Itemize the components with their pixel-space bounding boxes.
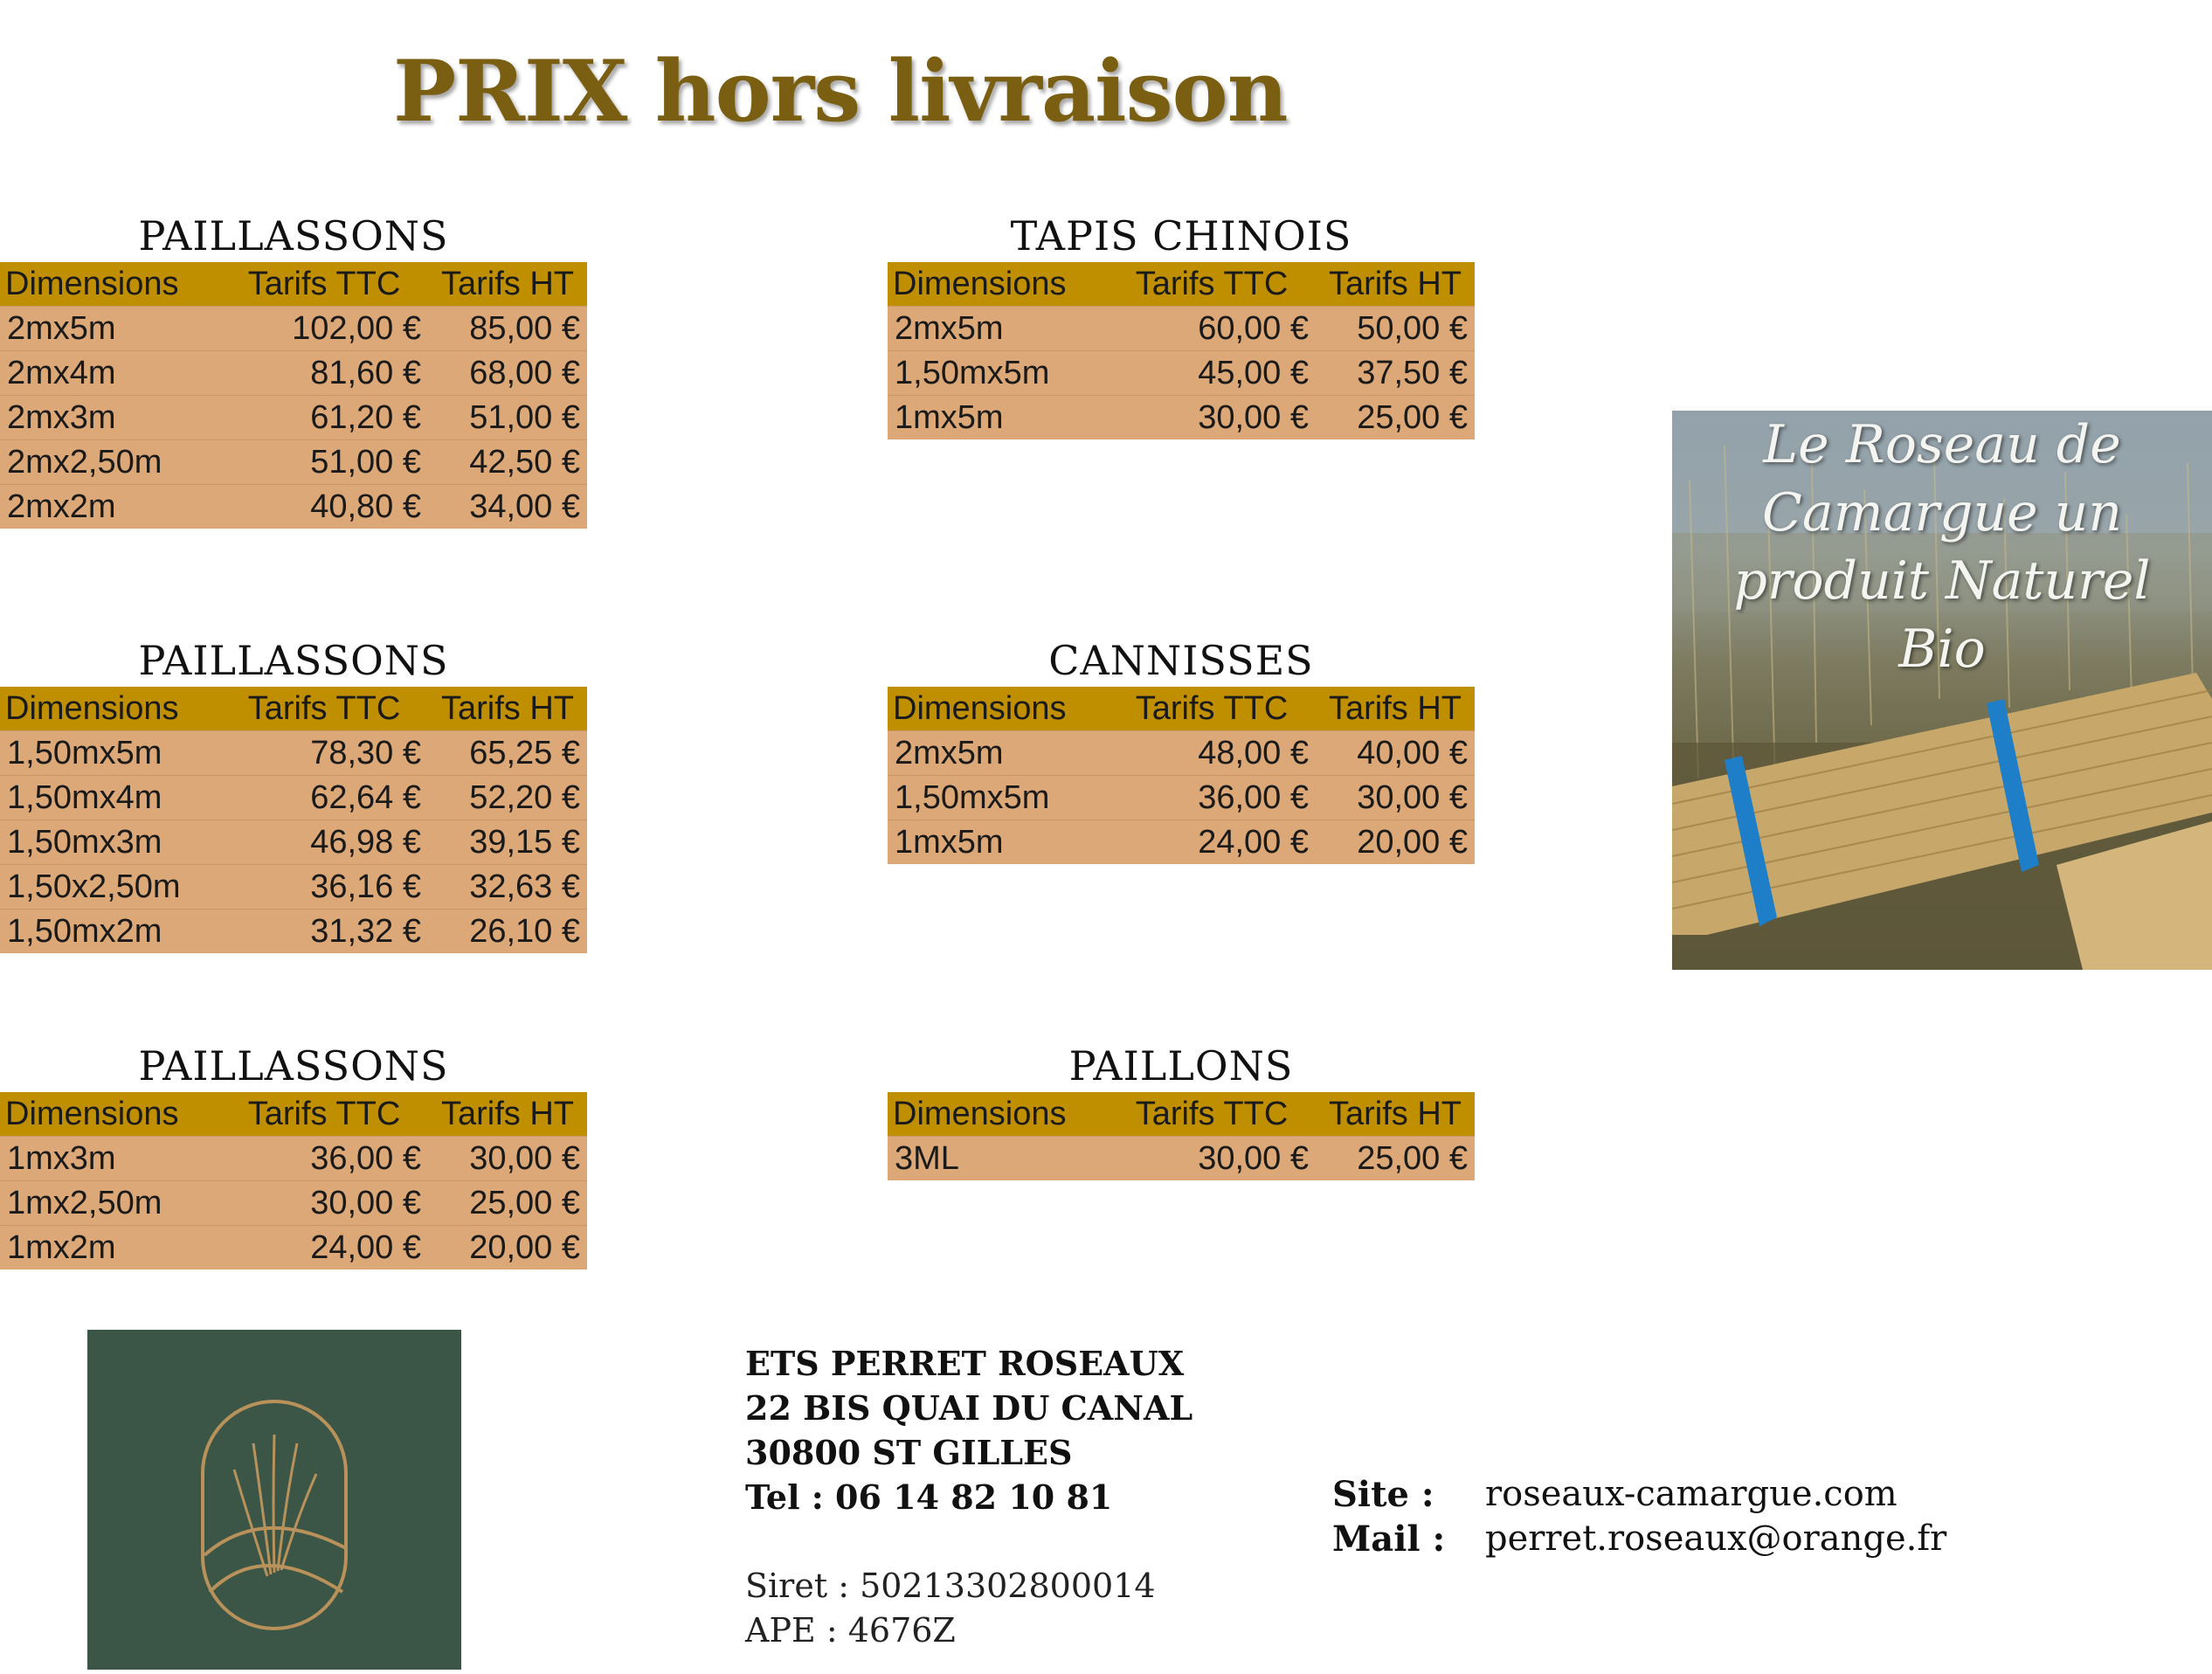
- price-ht-cell: 52,20 €: [428, 776, 587, 820]
- dimension-cell: 1mx2,50m: [0, 1181, 220, 1226]
- dimension-cell: 2mx5m: [888, 307, 1108, 351]
- table-header-row: [888, 687, 1475, 731]
- table-header-row: [0, 1092, 587, 1137]
- header-ttc: Tarifs TTC: [220, 262, 428, 307]
- table-row: [888, 307, 1475, 351]
- header-dimensions: Dimensions: [888, 687, 1108, 731]
- price-ht-cell: 20,00 €: [1316, 820, 1475, 865]
- price-ht-cell: 30,00 €: [1316, 776, 1475, 820]
- siret: Siret : 50213302800014: [745, 1567, 1156, 1605]
- table-row: [888, 351, 1475, 396]
- header-ht: Tarifs HT: [428, 262, 587, 307]
- table-row: [0, 1137, 587, 1181]
- table-header-row: [0, 687, 587, 731]
- header-ttc: Tarifs TTC: [1108, 1092, 1316, 1137]
- table-header-row: [888, 262, 1475, 307]
- mail-label: Mail :: [1332, 1518, 1446, 1560]
- section-heading: PAILLASSONS: [138, 1042, 449, 1089]
- section-paillassons-2m: [0, 210, 587, 529]
- table-row: [888, 1137, 1475, 1181]
- dimension-cell: 1,50x2,50m: [0, 865, 220, 910]
- section-cannisses: [888, 634, 1475, 864]
- dimension-cell: 1,50mx4m: [0, 776, 220, 820]
- section-tapis-chinois: [888, 210, 1475, 439]
- price-table: [888, 1092, 1475, 1180]
- header-dimensions: Dimensions: [888, 1092, 1108, 1137]
- header-dimensions: Dimensions: [0, 262, 220, 307]
- price-ttc-cell: 61,20 €: [220, 396, 428, 440]
- price-ht-cell: 37,50 €: [1316, 351, 1475, 396]
- table-row: [0, 1181, 587, 1226]
- price-ttc-cell: 48,00 €: [1108, 731, 1316, 776]
- dimension-cell: 3ML: [888, 1137, 1108, 1181]
- company-address: [745, 1341, 1357, 1519]
- company-line: 22 BIS QUAI DU CANAL: [745, 1388, 1193, 1428]
- dimension-cell: 1,50mx5m: [888, 776, 1108, 820]
- section-heading: TAPIS CHINOIS: [1010, 212, 1352, 259]
- table-row: [888, 820, 1475, 865]
- table-row: [888, 396, 1475, 440]
- header-ttc: Tarifs TTC: [1108, 687, 1316, 731]
- company-phone: Tel : 06 14 82 10 81: [745, 1477, 1113, 1517]
- price-ht-cell: 51,00 €: [428, 396, 587, 440]
- header-ttc: Tarifs TTC: [220, 687, 428, 731]
- section-paillassons-1m: [0, 1040, 587, 1269]
- price-ht-cell: 34,00 €: [428, 485, 587, 529]
- table-row: [0, 440, 587, 485]
- dimension-cell: 1,50mx5m: [0, 731, 220, 776]
- table-row: [0, 865, 587, 910]
- price-table: [0, 687, 587, 953]
- slogan-line: Bio: [1898, 619, 1986, 680]
- reed-leaf-logo-icon: [87, 1330, 461, 1670]
- price-ttc-cell: 51,00 €: [220, 440, 428, 485]
- company-logo: [87, 1330, 461, 1670]
- table-row: [0, 776, 587, 820]
- price-ttc-cell: 36,00 €: [220, 1137, 428, 1181]
- section-heading: PAILLONS: [1068, 1042, 1294, 1089]
- dimension-cell: 2mx5m: [888, 731, 1108, 776]
- price-ttc-cell: 78,30 €: [220, 731, 428, 776]
- header-dimensions: Dimensions: [888, 262, 1108, 307]
- header-ttc: Tarifs TTC: [1108, 262, 1316, 307]
- header-ht: Tarifs HT: [1316, 687, 1475, 731]
- company-line: 30800 ST GILLES: [745, 1433, 1073, 1472]
- slogan-line: Camargue un: [1762, 482, 2122, 543]
- slogan: [1672, 411, 2212, 683]
- price-table: [888, 687, 1475, 864]
- price-ttc-cell: 30,00 €: [1108, 396, 1316, 440]
- price-table: [0, 262, 587, 529]
- price-ttc-cell: 60,00 €: [1108, 307, 1316, 351]
- dimension-cell: 1mx2m: [0, 1226, 220, 1270]
- table-row: [0, 351, 587, 396]
- dimension-cell: 1,50mx5m: [888, 351, 1108, 396]
- price-ht-cell: 20,00 €: [428, 1226, 587, 1270]
- mail-link[interactable]: perret.roseaux@orange.fr: [1485, 1518, 1947, 1559]
- header-dimensions: Dimensions: [0, 687, 220, 731]
- table-row: [0, 731, 587, 776]
- price-ht-cell: 39,15 €: [428, 820, 587, 865]
- table-row: [888, 731, 1475, 776]
- table-row: [0, 1226, 587, 1270]
- price-ht-cell: 68,00 €: [428, 351, 587, 396]
- company-line: ETS PERRET ROSEAUX: [745, 1344, 1185, 1383]
- price-ttc-cell: 102,00 €: [220, 307, 428, 351]
- header-ht: Tarifs HT: [1316, 262, 1475, 307]
- price-ht-cell: 42,50 €: [428, 440, 587, 485]
- page-title: PRIX hors livraison: [393, 42, 1288, 141]
- dimension-cell: 2mx4m: [0, 351, 220, 396]
- section-paillassons-150: [0, 634, 587, 953]
- dimension-cell: 1,50mx2m: [0, 910, 220, 954]
- dimension-cell: 2mx5m: [0, 307, 220, 351]
- section-heading: CANNISSES: [1048, 637, 1314, 684]
- slogan-line: produit Naturel: [1733, 550, 2151, 612]
- slogan-line: Le Roseau de: [1763, 414, 2121, 475]
- company-legal: [745, 1564, 1357, 1653]
- dimension-cell: 1,50mx3m: [0, 820, 220, 865]
- mail-row: [1332, 1517, 2197, 1561]
- price-ht-cell: 25,00 €: [1316, 1137, 1475, 1181]
- dimension-cell: 1mx3m: [0, 1137, 220, 1181]
- section-heading: PAILLASSONS: [138, 212, 449, 259]
- table-header-row: [888, 1092, 1475, 1137]
- header-ht: Tarifs HT: [428, 687, 587, 731]
- header-dimensions: Dimensions: [0, 1092, 220, 1137]
- table-row: [0, 820, 587, 865]
- dimension-cell: 1mx5m: [888, 820, 1108, 865]
- section-heading: PAILLASSONS: [138, 637, 449, 684]
- price-ht-cell: 25,00 €: [1316, 396, 1475, 440]
- price-ttc-cell: 36,16 €: [220, 865, 428, 910]
- price-ttc-cell: 31,32 €: [220, 910, 428, 954]
- price-ht-cell: 50,00 €: [1316, 307, 1475, 351]
- dimension-cell: 1mx5m: [888, 396, 1108, 440]
- price-ttc-cell: 45,00 €: [1108, 351, 1316, 396]
- price-ttc-cell: 62,64 €: [220, 776, 428, 820]
- price-ht-cell: 30,00 €: [428, 1137, 587, 1181]
- dimension-cell: 2mx3m: [0, 396, 220, 440]
- dimension-cell: 2mx2,50m: [0, 440, 220, 485]
- contact-info: [1332, 1472, 2197, 1561]
- price-ttc-cell: 40,80 €: [220, 485, 428, 529]
- price-ht-cell: 25,00 €: [428, 1181, 587, 1226]
- table-row: [0, 910, 587, 954]
- price-ht-cell: 40,00 €: [1316, 731, 1475, 776]
- price-ttc-cell: 30,00 €: [220, 1181, 428, 1226]
- site-link[interactable]: roseaux-camargue.com: [1485, 1474, 1897, 1514]
- table-header-row: [0, 262, 587, 307]
- dimension-cell: 2mx2m: [0, 485, 220, 529]
- price-ttc-cell: 24,00 €: [220, 1226, 428, 1270]
- ape-code: APE : 4676Z: [745, 1611, 956, 1650]
- header-ttc: Tarifs TTC: [220, 1092, 428, 1137]
- site-row: [1332, 1472, 2197, 1517]
- price-ttc-cell: 81,60 €: [220, 351, 428, 396]
- price-ht-cell: 32,63 €: [428, 865, 587, 910]
- header-ht: Tarifs HT: [428, 1092, 587, 1137]
- price-ht-cell: 65,25 €: [428, 731, 587, 776]
- price-ttc-cell: 24,00 €: [1108, 820, 1316, 865]
- price-ht-cell: 26,10 €: [428, 910, 587, 954]
- price-ttc-cell: 36,00 €: [1108, 776, 1316, 820]
- table-row: [0, 307, 587, 351]
- table-row: [0, 396, 587, 440]
- header-ht: Tarifs HT: [1316, 1092, 1475, 1137]
- price-table: [0, 1092, 587, 1269]
- reed-bundle-photo: [1672, 411, 2212, 970]
- table-row: [0, 485, 587, 529]
- section-paillons: [888, 1040, 1475, 1180]
- price-ttc-cell: 46,98 €: [220, 820, 428, 865]
- site-label: Site :: [1332, 1474, 1434, 1515]
- table-row: [888, 776, 1475, 820]
- price-table: [888, 262, 1475, 439]
- price-ttc-cell: 30,00 €: [1108, 1137, 1316, 1181]
- price-ht-cell: 85,00 €: [428, 307, 587, 351]
